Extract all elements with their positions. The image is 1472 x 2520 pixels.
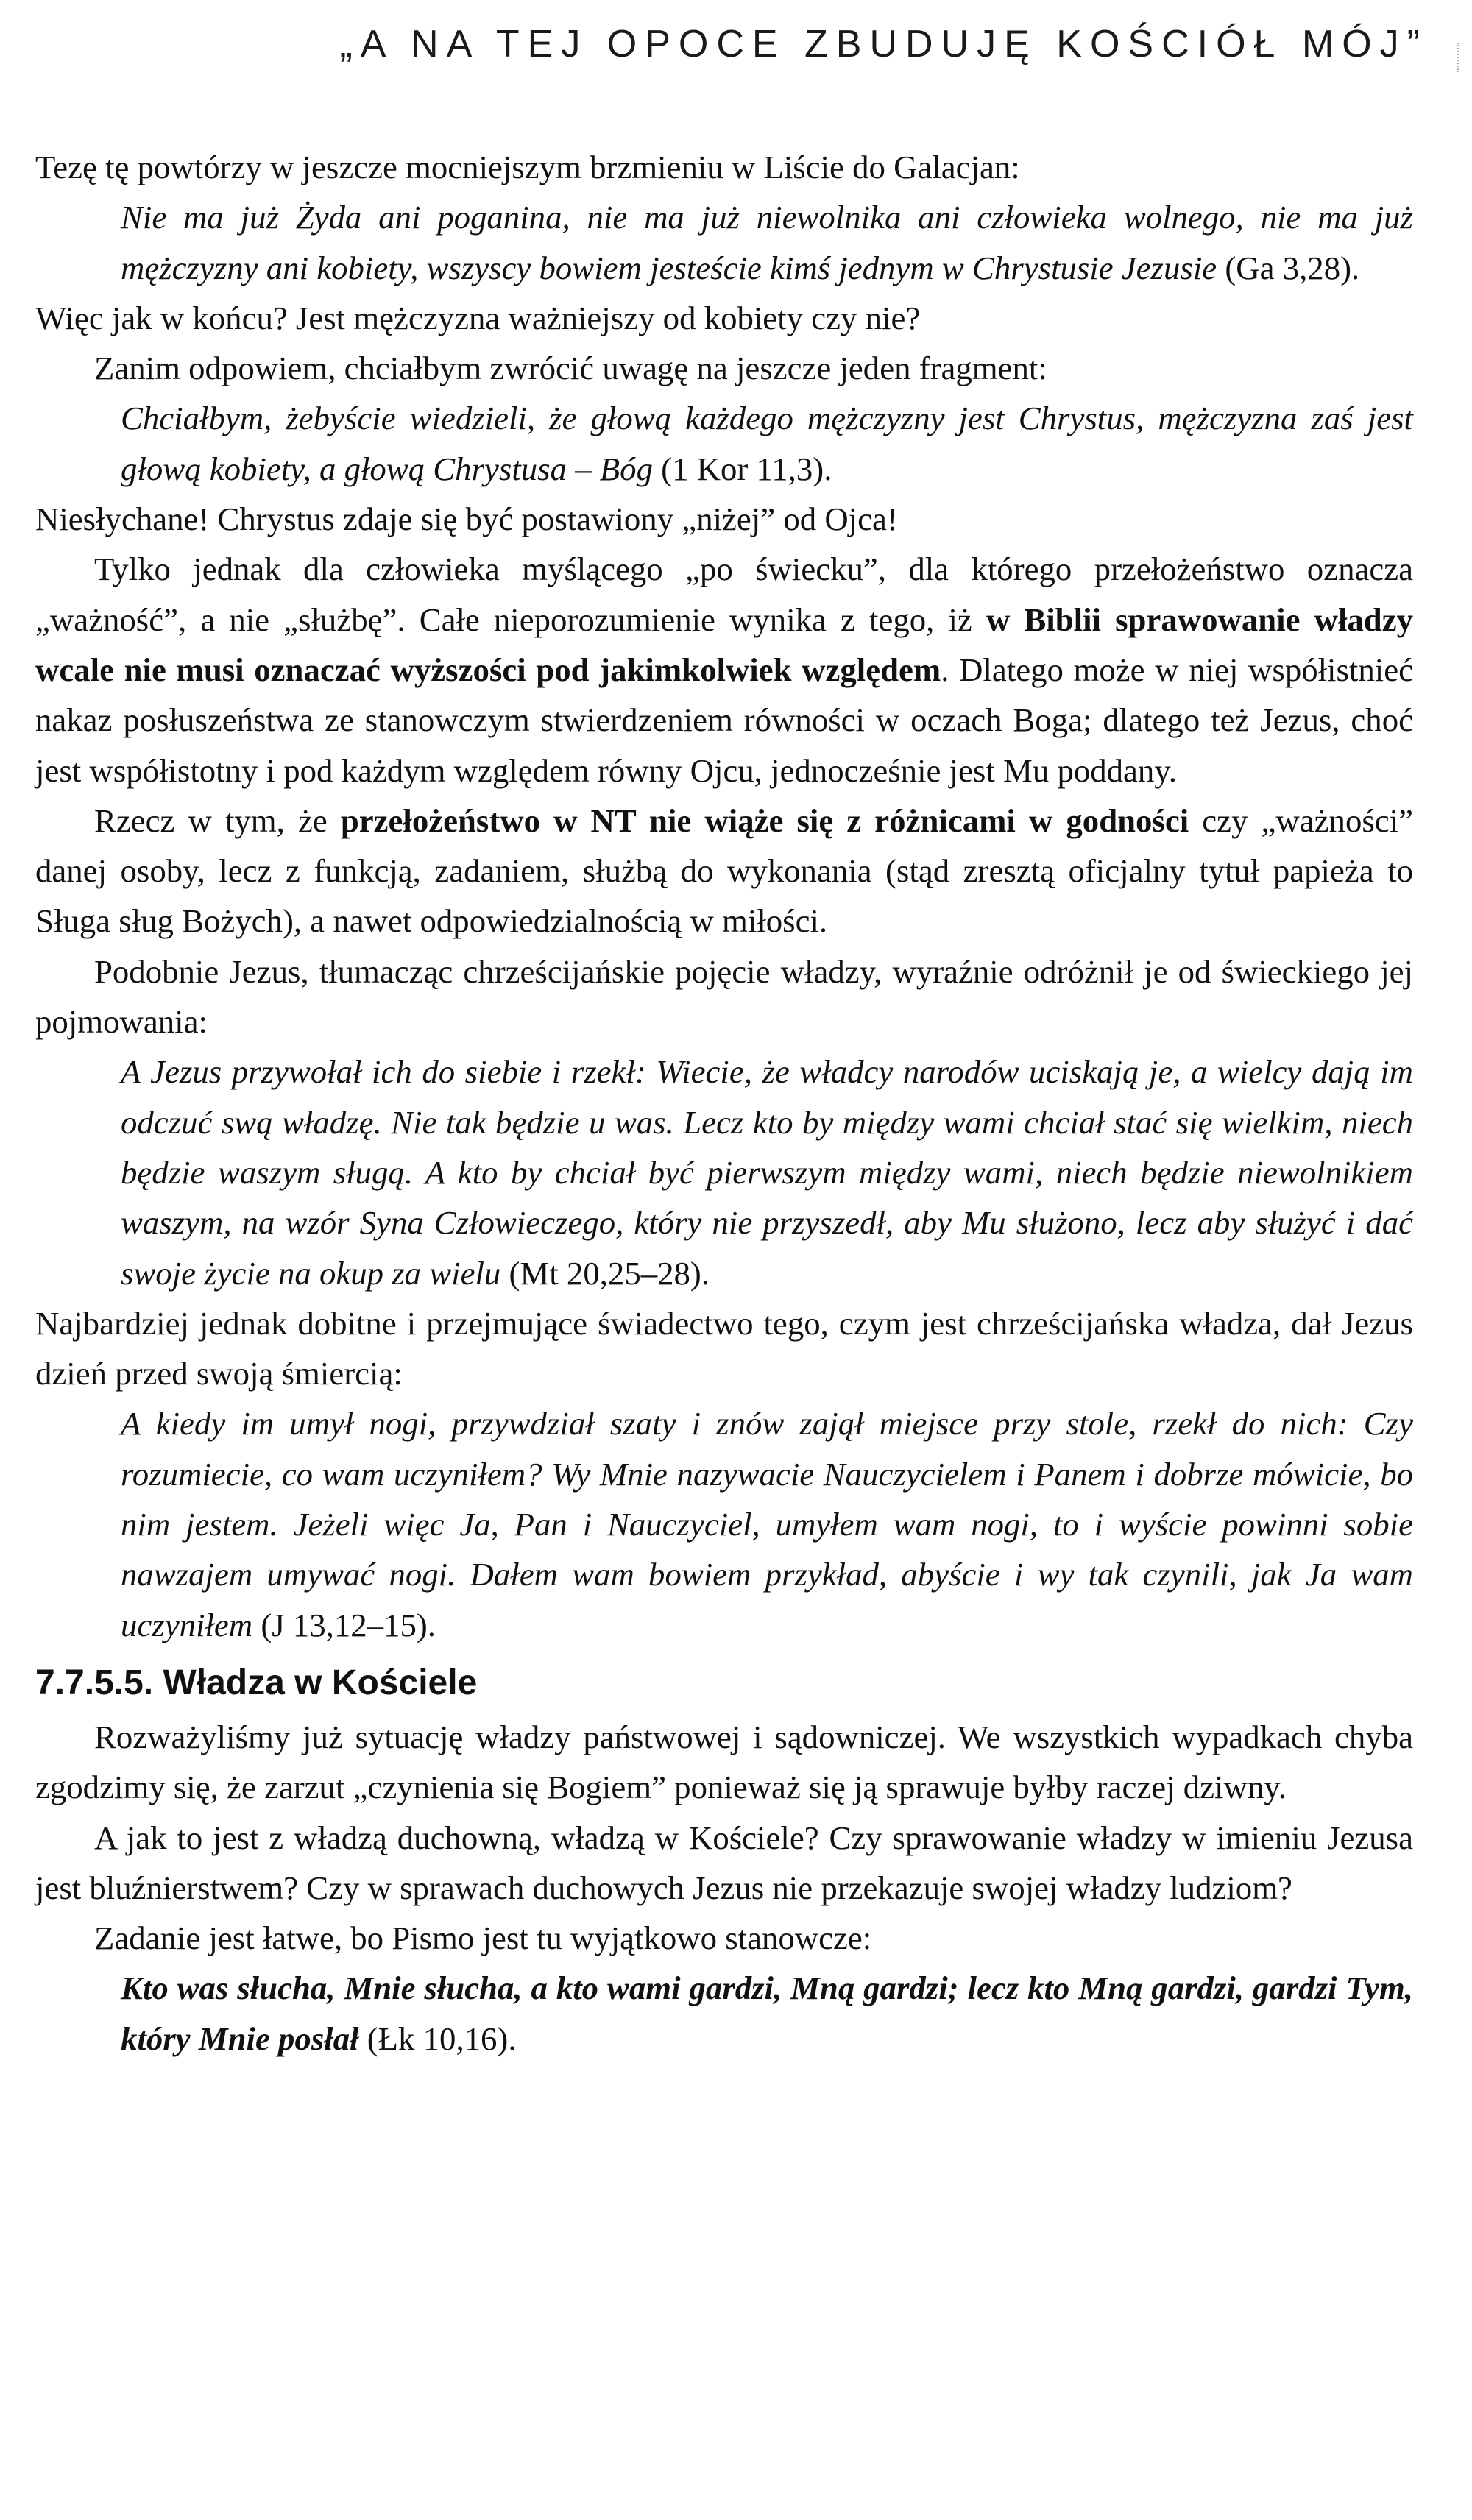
- quote-john: [121, 1398, 1413, 1649]
- bold-emphasis: w Biblii sprawowanie władzy wcale nie musi oznaczać wyższości pod jakimkolwiek względem: [35, 601, 1414, 688]
- paragraph-4: Niesłychane! Chrystus zdaje się być postawiony „niżej” od Ojca!: [35, 500, 898, 538]
- paragraph-6: [35, 796, 1413, 946]
- quote-luke: [121, 1963, 1413, 2064]
- paragraph-2: Więc jak w końcu? Jest mężczyzna ważniejszy od kobiety czy nie?: [35, 299, 921, 336]
- text-run: czy „ważności” danej osoby, lecz z funkcją, zadaniem, służbą do wykonania (stąd zresztą oficjalny tytuł papieża to Sługa sług Bożych), a nawet odpowiedzialnością w miłości.: [35, 801, 1414, 940]
- text-run: Tylko jednak dla człowieka myślącego „po świecku”, dla którego przełożeństwo oznacza „ważność”, a nie „służbę”. Całe nieporozumienie wynika z tego, iż: [35, 551, 1413, 638]
- paragraph-8: Najbardziej jednak dobitne i przejmujące świadectwo tego, czym jest chrześcijańska władza, dał Jezus dzień przed swoją śmiercią:: [35, 1304, 1413, 1392]
- running-head: „A NA TEJ OPOCE ZBUDUJĘ KOŚCIÓŁ MÓJ”: [339, 23, 1428, 66]
- paragraph-10: A jak to jest z władzą duchowną, władzą w Kościele? Czy sprawowanie władzy w imieniu Jezusa jest bluźnierstwem? Czy w sprawach duchowych Jezus nie przekazuje swojej władzy ludziom?: [35, 1819, 1413, 1906]
- quote-matthew: [121, 1047, 1413, 1298]
- paragraph-1: Tezę tę powtórzy w jeszcze mocniejszym brzmieniu w Liście do Galacjan:: [35, 149, 1020, 185]
- bold-emphasis: przełożeństwo w NT nie wiąże się z różnicami w godności: [340, 801, 1189, 839]
- page-edge-mark: [1457, 43, 1465, 72]
- quote-text: A kiedy im umył nogi, przywdział szaty i znów zajął miejsce przy stole, rzekł do nich: Czy rozumiecie, co wam uczyniłem? Wy Mnie nazywacie Nauczycielem i Panem i dobrze mówicie, bo nim jestem. Jeżeli więc Ja, Pan i Nauczyciel, umyłem wam nogi, to i wyście powinni sobie nawzajem umywać nogi. Dałem wam bowiem przykład, abyście i wy tak czynili, jak Ja wam uczyniłem: [121, 1405, 1413, 1643]
- paragraph-9: Rozważyliśmy już sytuację władzy państwowej i sądowniczej. We wszystkich wypadkach chyba zgodzimy się, że zarzut „czynienia się Bogiem” ponieważ się ją sprawuje byłby raczej dziwny.: [35, 1718, 1413, 1806]
- quote-reference: (Łk 10,16).: [358, 2020, 517, 2057]
- text-run: Rzecz w tym, że: [94, 801, 341, 839]
- quote-text: Nie ma już Żyda ani poganina, nie ma już niewolnika ani człowieka wolnego, nie ma już mężczyzny ani kobiety, wszyscy bowiem jesteście kimś jednym w Chrystusie Jezusie: [121, 199, 1413, 286]
- quote-galatians: [121, 192, 1413, 293]
- quote-reference: (1 Kor 11,3).: [652, 450, 832, 487]
- section-heading: 7.7.5.5. Władza w Kościele: [35, 1663, 478, 1702]
- quote-text: A Jezus przywołał ich do siebie i rzekł: Wiecie, że władcy narodów uciskają je, a wielcy dają im odczuć swą władzę. Nie tak będzie u was. Lecz kto by między wami chciał stać się wielkim, niech będzie waszym sługą. A kto by chciał być pierwszym między wami, niech będzie niewolnikiem waszym, na wzór Syna Człowieczego, który nie przyszedł, aby Mu służono, lecz aby służyć i dać swoje życie na okup za wielu: [121, 1053, 1413, 1292]
- quote-text: Kto was słucha, Mnie słucha, a kto wami gardzi, Mną gardzi; lecz kto Mną gardzi, gardzi Tym, który Mnie posłał: [121, 1969, 1413, 2057]
- quote-reference: (Mt 20,25–28).: [500, 1254, 710, 1292]
- paragraph-5: [35, 544, 1413, 795]
- body-text: [35, 142, 1413, 2064]
- quote-corinthians: [121, 393, 1413, 494]
- quote-reference: (J 13,12–15).: [252, 1606, 436, 1643]
- paragraph-3: Zanim odpowiem, chciałbym zwrócić uwagę na jeszcze jeden fragment:: [94, 350, 1047, 387]
- quote-text: Chciałbym, żebyście wiedzieli, że głową każdego mężczyzny jest Chrystus, mężczyzna zaś jest głową kobiety, a głową Chrystusa – Bóg: [121, 400, 1413, 487]
- text-run: . Dlatego może w niej współistnieć nakaz posłuszeństwa ze stanowczym stwierdzeniem równości w oczach Boga; dlatego też Jezus, choć jest współistotny i pod każdym względem równy Ojcu, jednocześnie jest Mu poddany.: [35, 651, 1413, 789]
- paragraph-7: Podobnie Jezus, tłumacząc chrześcijańskie pojęcie władzy, wyraźnie odróżnił je od świeckiego jej pojmowania:: [35, 952, 1413, 1041]
- quote-reference: (Ga 3,28).: [1217, 249, 1360, 286]
- paragraph-11: Zadanie jest łatwe, bo Pismo jest tu wyjątkowo stanowcze:: [94, 1919, 872, 1957]
